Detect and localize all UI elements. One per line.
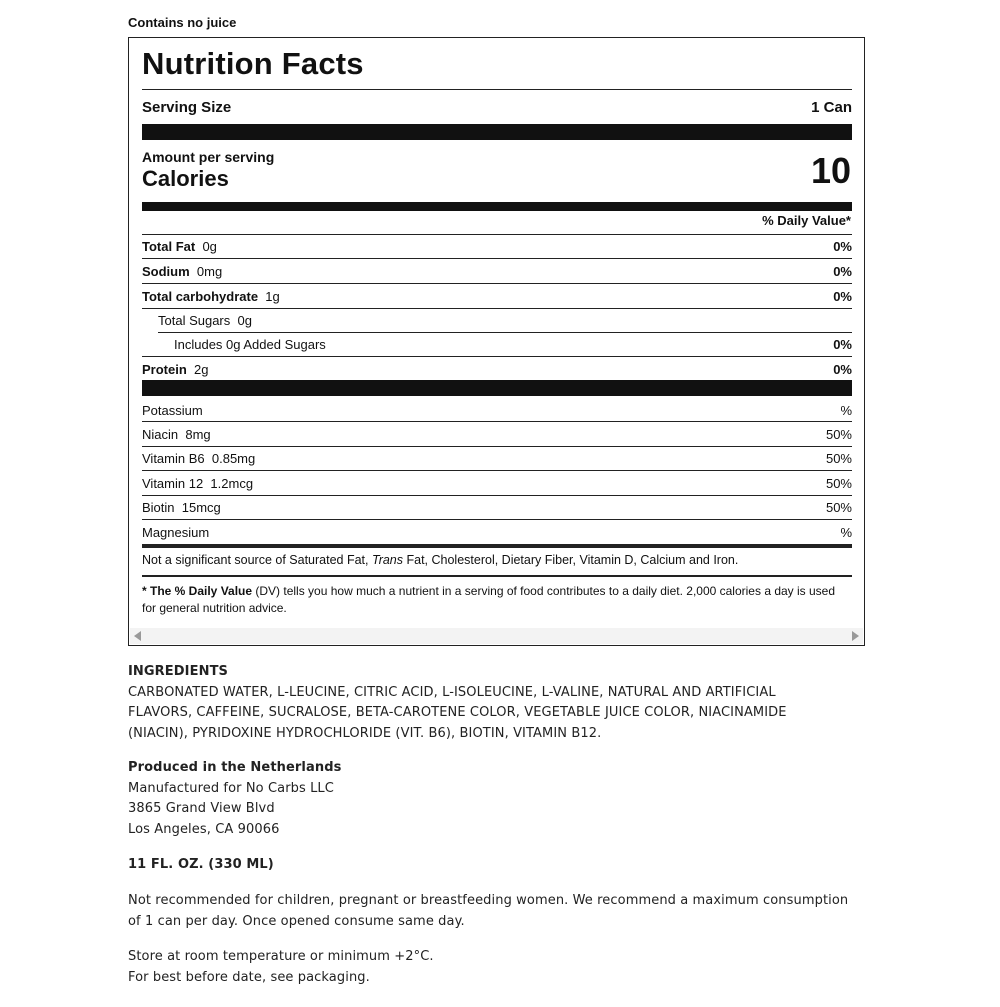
nutrient-amount: 0g bbox=[237, 312, 252, 328]
vitamin-name: Biotin bbox=[142, 499, 175, 515]
ingredients-heading: INGREDIENTS bbox=[128, 664, 228, 679]
producer-line: 3865 Grand View Blvd bbox=[128, 801, 275, 816]
warning-line: Not recommended for children, pregnant or breastfeeding women. We recommend a maximum consumption bbox=[128, 893, 849, 908]
vitamin-dv: 50% bbox=[825, 426, 852, 442]
nutrition-facts-panel bbox=[128, 37, 865, 646]
vitamin-dv: % bbox=[840, 524, 852, 540]
horizontal-scrollbar[interactable] bbox=[130, 628, 863, 644]
serving-size-label: Serving Size bbox=[142, 98, 232, 116]
divider bbox=[142, 519, 852, 520]
divider bbox=[142, 89, 852, 90]
vitamin-row-niacin bbox=[142, 424, 852, 444]
nutrient-amount: 0mg bbox=[196, 263, 223, 279]
vitamin-amount: 1.2mcg bbox=[210, 475, 254, 491]
nutrient-row-carbohydrate bbox=[142, 286, 852, 306]
nutrient-dv: 0% bbox=[833, 238, 852, 254]
vitamin-row-magnesium bbox=[142, 522, 852, 542]
vitamin-row-potassium bbox=[142, 400, 852, 420]
nutrient-name: Total Fat bbox=[142, 238, 196, 254]
nutrient-row-sodium bbox=[142, 261, 852, 281]
nutrient-row-total-sugars bbox=[158, 310, 852, 330]
nutrient-dv: 0% bbox=[833, 361, 852, 377]
scroll-left-arrow-icon[interactable] bbox=[134, 631, 141, 641]
ingredients-line: CARBONATED WATER, L-LEUCINE, CITRIC ACID, L-ISOLEUCINE, L-VALINE, NATURAL AND ARTIFICIAL bbox=[128, 684, 776, 700]
divider bbox=[142, 495, 852, 496]
nutrient-name: Sodium bbox=[142, 263, 190, 279]
nutrition-facts-title: Nutrition Facts bbox=[142, 46, 364, 81]
divider bbox=[142, 308, 852, 309]
ingredients-line: FLAVORS, CAFFEINE, SUCRALOSE, BETA-CAROTENE COLOR, VEGETABLE JUICE COLOR, NIACINAMIDE bbox=[128, 705, 787, 720]
vitamin-row-b12 bbox=[142, 473, 852, 493]
juice-note: Contains no juice bbox=[128, 15, 237, 30]
vitamin-dv: % bbox=[840, 402, 852, 418]
vitamin-name: Vitamin 12 bbox=[142, 475, 204, 491]
storage-section bbox=[128, 947, 868, 988]
serving-size-row bbox=[142, 97, 852, 117]
amount-per-serving-label: Amount per serving bbox=[142, 149, 275, 165]
nutrient-row-protein bbox=[142, 359, 852, 379]
thick-divider bbox=[142, 380, 852, 396]
vitamin-name: Magnesium bbox=[142, 524, 210, 540]
vitamin-dv: 50% bbox=[825, 475, 852, 491]
thick-divider bbox=[142, 124, 852, 140]
vitamin-amount: 8mg bbox=[185, 426, 211, 442]
divider bbox=[142, 283, 852, 284]
thick-divider bbox=[142, 202, 852, 211]
warning-line: of 1 can per day. Once opened consume same day. bbox=[128, 913, 465, 929]
vitamin-name: Vitamin B6 bbox=[142, 450, 205, 466]
serving-size-value: 1 Can bbox=[811, 98, 852, 116]
vitamin-row-biotin bbox=[142, 497, 852, 517]
nutrient-name: Total carbohydrate bbox=[142, 288, 259, 304]
warning-section bbox=[128, 891, 868, 932]
vitamin-name: Niacin bbox=[142, 426, 179, 442]
divider bbox=[142, 575, 852, 577]
divider bbox=[142, 446, 852, 447]
storage-line: For best before date, see packaging. bbox=[128, 969, 370, 985]
divider bbox=[158, 332, 852, 333]
divider bbox=[142, 544, 852, 548]
vitamin-dv: 50% bbox=[825, 450, 852, 466]
ingredients-line: (NIACIN), PYRIDOXINE HYDROCHLORIDE (VIT. B6), BIOTIN, VITAMIN B12. bbox=[128, 725, 602, 741]
daily-value-header: % Daily Value* bbox=[762, 213, 851, 228]
storage-line: Store at room temperature or minimum +2°C. bbox=[128, 949, 434, 964]
ingredients-section bbox=[128, 662, 868, 744]
producer-line: Los Angeles, CA 90066 bbox=[128, 821, 280, 837]
divider bbox=[142, 234, 852, 235]
nutrient-name: Includes 0g Added Sugars bbox=[174, 336, 326, 352]
divider bbox=[142, 258, 852, 259]
producer-heading: Produced in the Netherlands bbox=[128, 760, 342, 775]
divider bbox=[142, 421, 852, 422]
daily-value-footnote: * The % Daily Value (DV) tells you how much a nutrient in a serving of food contributes to a daily diet. 2,000 calories a day is used for general nutrition advice. bbox=[142, 584, 836, 615]
calories-value: 10 bbox=[810, 150, 851, 191]
nutrient-name: Protein bbox=[142, 361, 187, 377]
nutrient-name: Total Sugars bbox=[158, 312, 231, 328]
nutrient-dv: 0% bbox=[833, 336, 852, 352]
nutrient-row-total-fat bbox=[142, 236, 852, 256]
calories-label: Calories bbox=[142, 166, 229, 191]
nutrient-row-added-sugars bbox=[174, 334, 852, 354]
producer-section bbox=[128, 758, 868, 840]
volume-label: 11 FL. OZ. (330 ML) bbox=[128, 857, 274, 872]
vitamin-dv: 50% bbox=[825, 499, 852, 515]
nutrient-dv: 0% bbox=[833, 288, 852, 304]
divider bbox=[142, 356, 852, 357]
nutrient-amount: 2g bbox=[194, 361, 209, 377]
vitamin-amount: 15mcg bbox=[181, 499, 221, 515]
nutrient-amount: 0g bbox=[202, 238, 217, 254]
vitamin-amount: 0.85mg bbox=[211, 450, 256, 466]
nutrient-dv: 0% bbox=[833, 263, 852, 279]
vitamin-row-b6 bbox=[142, 448, 852, 468]
vitamin-name: Potassium bbox=[142, 402, 203, 418]
not-significant-note: Not a significant source of Saturated Fat, Trans Fat, Cholesterol, Dietary Fiber, Vitamin D, Calcium and Iron. bbox=[142, 553, 739, 567]
scroll-right-arrow-icon[interactable] bbox=[852, 631, 859, 641]
producer-line: Manufactured for No Carbs LLC bbox=[128, 780, 334, 796]
nutrient-amount: 1g bbox=[265, 288, 280, 304]
divider bbox=[142, 470, 852, 471]
